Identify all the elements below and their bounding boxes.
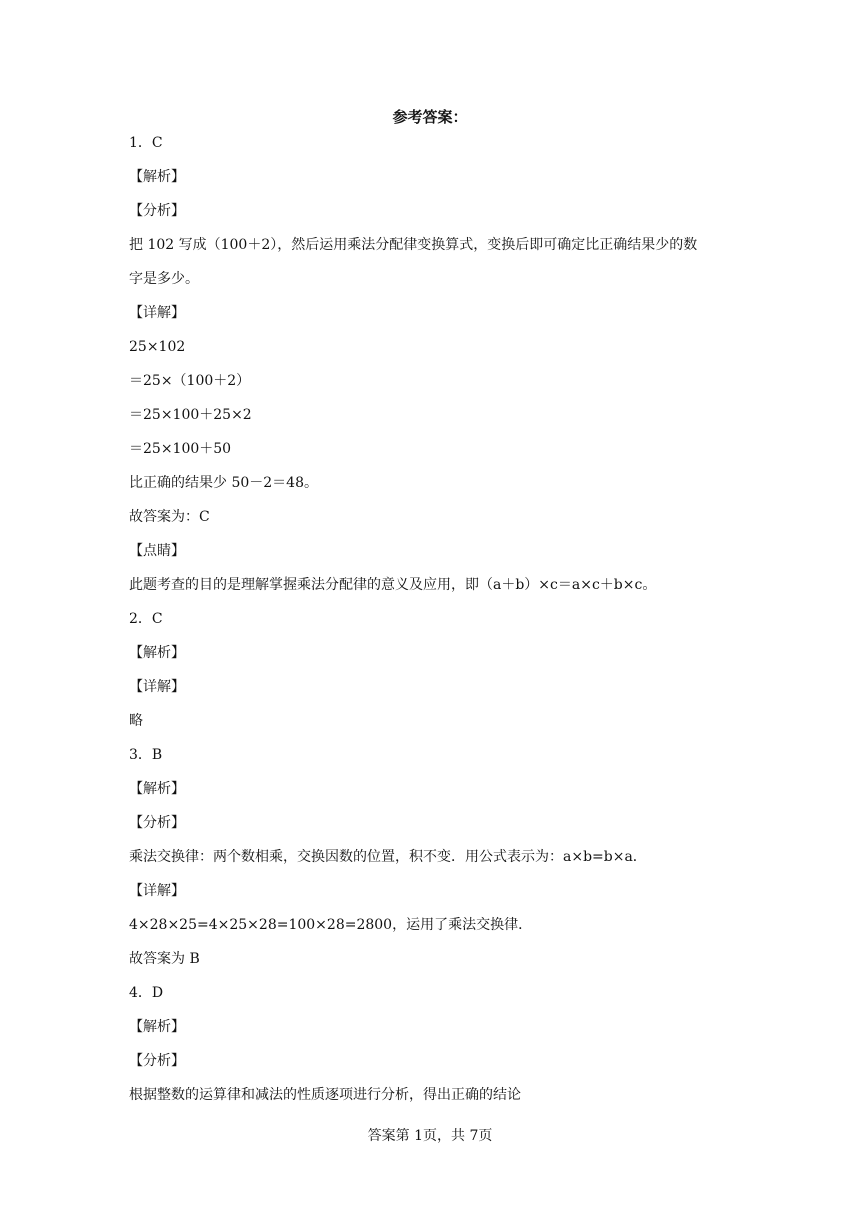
answer-line: ＝25×100＋25×2 <box>129 407 252 423</box>
answer-line: 乘法交换律：两个数相乘，交换因数的位置，积不变．用公式表示为：a×b=b×a． <box>129 849 647 865</box>
answer-line: 【详解】 <box>129 883 185 899</box>
answer-line: 25×102 <box>129 339 186 355</box>
answer-line: 故答案为 B <box>129 951 200 967</box>
answer-line: 根据整数的运算律和减法的性质逐项进行分析，得出正确的结论 <box>129 1087 521 1103</box>
answer-line: 【解析】 <box>129 645 185 661</box>
answer-line: 【解析】 <box>129 1019 185 1035</box>
answer-line: 1．C <box>129 135 163 151</box>
answer-line: 【点睛】 <box>129 543 185 559</box>
answer-line: 【详解】 <box>129 305 185 321</box>
answer-line: 【解析】 <box>129 781 185 797</box>
answer-line: ＝25×100＋50 <box>129 441 232 457</box>
answer-line: 【分析】 <box>129 1053 185 1069</box>
answer-line: 比正确的结果少 50－2＝48。 <box>129 475 318 491</box>
answer-line: 【解析】 <box>129 169 185 185</box>
answer-line: 此题考查的目的是理解掌握乘法分配律的意义及应用，即（a＋b）×c＝a×c＋b×c。 <box>129 577 657 593</box>
page-footer: 答案第 1页，共 7页 <box>367 1128 493 1144</box>
answer-line: 把 102 写成（100＋2），然后运用乘法分配律变换算式，变换后即可确定比正确结果少的数 <box>129 237 698 253</box>
answer-line: 【详解】 <box>129 679 185 695</box>
answer-line: 字是多少。 <box>129 271 199 287</box>
answer-line: ＝25×（100＋2） <box>129 373 251 389</box>
answer-line: 3．B <box>129 747 163 763</box>
answer-line: 【分析】 <box>129 815 185 831</box>
answer-line: 故答案为：C <box>129 509 210 525</box>
answer-line: 4．D <box>129 985 164 1001</box>
answer-line: 略 <box>129 713 143 729</box>
page-title: 参考答案： <box>392 108 468 126</box>
answer-line: 2．C <box>129 611 163 627</box>
answer-line: 4×28×25=4×25×28=100×28=2800，运用了乘法交换律． <box>129 917 533 933</box>
answer-line: 【分析】 <box>129 203 185 219</box>
